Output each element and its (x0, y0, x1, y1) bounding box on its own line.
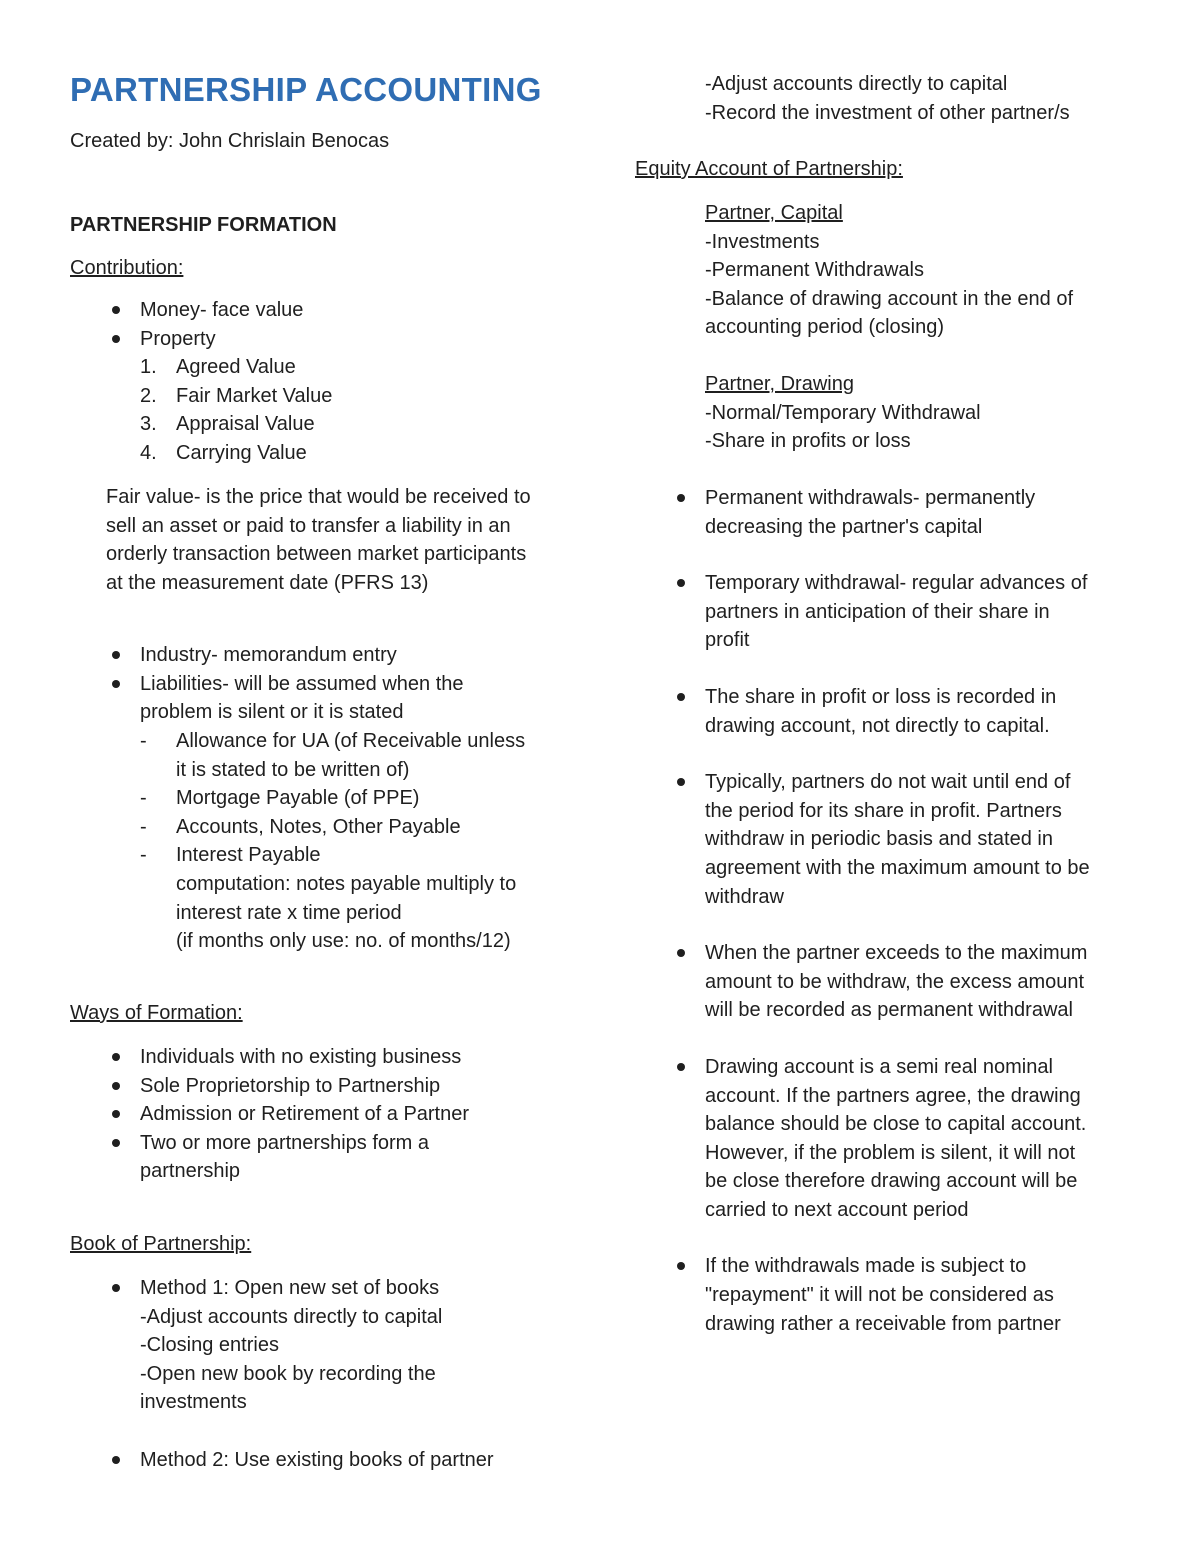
list-item-line: investments (140, 1391, 247, 1414)
list-item-line: it is stated to be written of) (176, 758, 410, 781)
list-item-line: balance should be close to capital account. (705, 1113, 1087, 1136)
list-item-line: partners in anticipation of their share in (705, 600, 1050, 623)
industry-liabilities-list (70, 641, 590, 727)
list-item-line: - Accounts, Notes, Other Payable (176, 815, 461, 838)
list-item (70, 641, 590, 670)
list-item-line: If the withdrawals made is subject to (705, 1255, 1027, 1278)
list-number: 1. (140, 356, 157, 378)
list-item-line: -Open new book by recording the (140, 1362, 436, 1385)
list-item-line: "repayment" it will not be considered as (705, 1284, 1054, 1307)
list-item-line: When the partner exceeds to the maximum (705, 942, 1088, 965)
list-item-text: Industry- memorandum entry (140, 644, 397, 666)
equity-notes-list (635, 484, 1155, 1338)
ways-list (70, 1043, 590, 1186)
list-item (70, 382, 590, 411)
contribution-list (70, 296, 590, 353)
paragraph-line: -Permanent Withdrawals (705, 259, 924, 282)
list-item-line: the period for its share in profit. Partners (705, 799, 1062, 822)
paragraph-line: -Adjust accounts directly to capital (705, 73, 1008, 95)
list-item-line: - Allowance for UA (of Receivable unless (176, 730, 526, 752)
liability-item-list (70, 727, 590, 956)
list-item (635, 484, 1155, 569)
list-item-line: withdraw (705, 885, 784, 908)
list-item-line: interest rate x time period (176, 901, 402, 924)
list-item (70, 813, 590, 842)
list-item (70, 325, 590, 354)
list-item (70, 410, 590, 439)
list-item-line: computation: notes payable multiply to (176, 872, 517, 895)
list-item-line: problem is silent or it is stated (140, 701, 404, 724)
list-item (70, 1072, 590, 1101)
list-item-line: drawing rather a receivable from partner (705, 1312, 1061, 1335)
list-item-line: (if months only use: no. of months/12) (176, 930, 511, 953)
list-item (70, 841, 590, 955)
list-item (70, 296, 590, 325)
list-item-line: will be recorded as permanent withdrawal (705, 999, 1073, 1022)
list-item-line: Liabilities- will be assumed when the (140, 672, 464, 695)
partner-capital-block (705, 199, 1185, 342)
list-item-text: Carrying Value (176, 441, 307, 464)
list-item-text: Agreed Value (176, 356, 296, 378)
list-item-line: agreement with the maximum amount to be (705, 856, 1090, 879)
author-line: Created by: John Chrislain Benocas (70, 130, 390, 152)
section-heading-formation: PARTNERSHIP FORMATION (70, 214, 337, 236)
list-item-line: Drawing account is a semi real nominal (705, 1055, 1053, 1078)
list-item-line: decreasing the partner's capital (705, 515, 983, 538)
drawing-subheading: Partner, Drawing (705, 373, 854, 395)
list-item (70, 784, 590, 813)
method2-continuation (705, 70, 1185, 127)
property-value-list (70, 353, 590, 467)
paragraph-line: orderly transaction between market participants (106, 543, 527, 566)
list-item (635, 1252, 1155, 1338)
list-item-text: Method 2: Use existing books of partner (140, 1449, 494, 1471)
paragraph-line: at the measurement date (PFRS 13) (106, 571, 429, 594)
partner-drawing-block (705, 370, 1185, 456)
list-number: 3. (140, 413, 157, 436)
fair-value-paragraph (106, 483, 606, 597)
list-item (635, 569, 1155, 683)
list-item (70, 1446, 590, 1475)
contribution-heading: Contribution: (70, 257, 184, 279)
paragraph-line: Fair value- is the price that would be received to (106, 486, 531, 508)
paragraph-line: -Share in profits or loss (705, 430, 911, 453)
list-item-line: profit (705, 629, 750, 652)
list-item (635, 683, 1155, 768)
document-title: PARTNERSHIP ACCOUNTING (70, 71, 542, 108)
list-item-line: -Closing entries (140, 1334, 279, 1357)
list-item (70, 1100, 590, 1129)
method1-list (70, 1274, 590, 1417)
capital-subheading: Partner, Capital (705, 202, 843, 224)
list-item (635, 939, 1155, 1053)
book-heading: Book of Partnership: (70, 1233, 252, 1255)
list-item-line: - Interest Payable (176, 844, 321, 867)
list-item-text: Property (140, 327, 216, 350)
list-item (70, 439, 590, 468)
paragraph-line: sell an asset or paid to transfer a liability in an (106, 514, 511, 537)
list-item-line: Method 1: Open new set of books (140, 1277, 440, 1299)
paragraph-line: accounting period (closing) (705, 316, 945, 339)
list-item-line: Typically, partners do not wait until end of (705, 771, 1071, 794)
list-item-line: drawing account, not directly to capital. (705, 714, 1050, 737)
equity-heading: Equity Account of Partnership: (635, 158, 903, 180)
list-item (70, 727, 590, 784)
list-item (70, 353, 590, 382)
list-item-line: Permanent withdrawals- permanently (705, 487, 1036, 509)
list-item-line: be close therefore drawing account will be (705, 1170, 1078, 1193)
list-item (70, 670, 590, 727)
list-number: 4. (140, 441, 157, 464)
list-item-line: partnership (140, 1160, 241, 1183)
list-item-line: Individuals with no existing business (140, 1046, 462, 1068)
paragraph-line: -Normal/Temporary Withdrawal (705, 401, 981, 424)
list-item-line: -Adjust accounts directly to capital (140, 1305, 443, 1328)
list-item (70, 1274, 590, 1417)
list-item-line: withdraw in periodic basis and stated in (705, 828, 1053, 851)
list-item (635, 1053, 1155, 1253)
list-item-line: - Mortgage Payable (of PPE) (176, 787, 420, 810)
list-item-line: Two or more partnerships form a (140, 1131, 429, 1154)
list-item (70, 1043, 590, 1072)
list-item (70, 1129, 590, 1186)
list-number: 2. (140, 384, 157, 407)
list-item-line: Admission or Retirement of a Partner (140, 1103, 470, 1126)
ways-heading: Ways of Formation: (70, 1002, 243, 1024)
list-item-text: Fair Market Value (176, 384, 333, 407)
paragraph-line: -Investments (705, 230, 820, 253)
list-item-line: carried to next account period (705, 1198, 969, 1221)
list-item (635, 768, 1155, 939)
paragraph-line: -Record the investment of other partner/s (705, 101, 1070, 124)
list-item-text: Appraisal Value (176, 413, 315, 436)
list-item-line: The share in profit or loss is recorded in (705, 685, 1057, 708)
paragraph-line: -Balance of drawing account in the end of (705, 287, 1074, 310)
list-item-line: However, if the problem is silent, it will not (705, 1141, 1076, 1164)
method2-list (70, 1446, 590, 1475)
list-item-line: amount to be withdraw, the excess amount (705, 970, 1085, 993)
list-item-line: Sole Proprietorship to Partnership (140, 1074, 441, 1097)
list-item-text: Money- face value (140, 299, 304, 321)
list-item-line: account. If the partners agree, the drawing (705, 1084, 1081, 1107)
list-item-line: Temporary withdrawal- regular advances of (705, 572, 1088, 595)
